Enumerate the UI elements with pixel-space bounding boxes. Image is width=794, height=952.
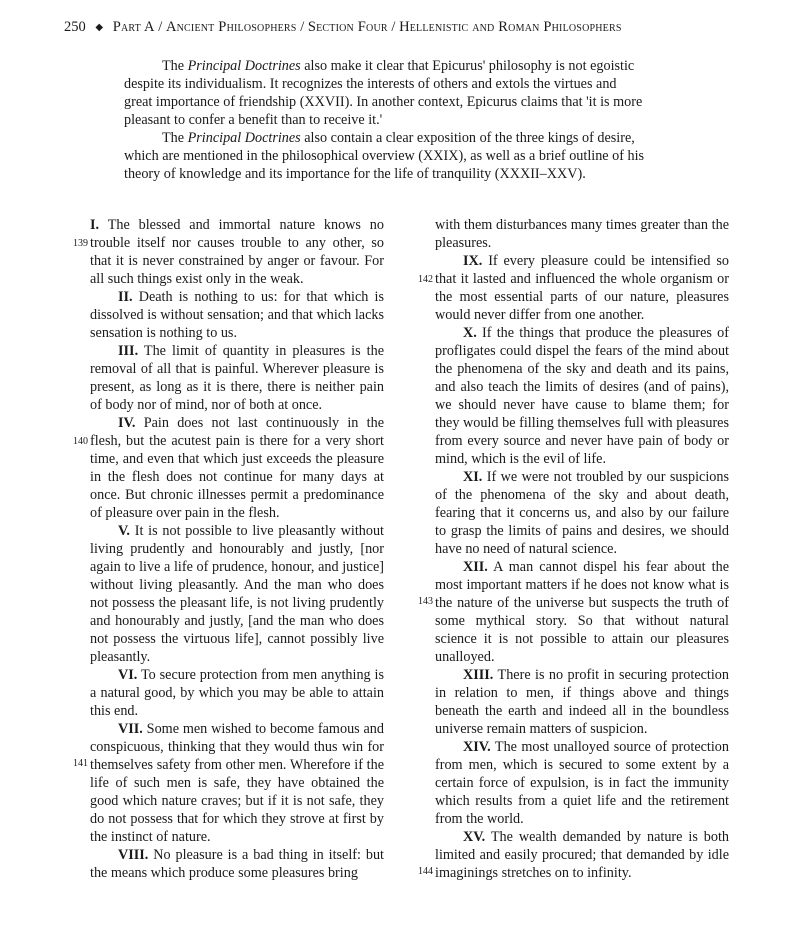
doctrine-paragraph [90, 414, 384, 522]
header-separator: / [300, 19, 305, 35]
margin-number: 140 [73, 436, 88, 447]
doctrine-paragraph [435, 468, 729, 558]
doctrine-paragraph [90, 288, 384, 342]
doctrine-paragraph [435, 828, 729, 882]
doctrine-text: If every pleasure could be intensified so that it lasted and influenced the whole organism or the most essential parts of our nature, pleasures would never differ from one another. [435, 253, 729, 323]
doctrine-paragraph [90, 522, 384, 666]
doctrine-number: XV. [463, 829, 486, 845]
doctrine-paragraph [90, 342, 384, 414]
intro-text: The [162, 58, 188, 74]
doctrine-paragraph [435, 738, 729, 828]
doctrine-number: VI. [118, 667, 138, 683]
page-number: 250 [64, 19, 86, 35]
doctrine-paragraph [435, 252, 729, 324]
header-separator: / [158, 19, 163, 35]
doctrine-paragraph [90, 720, 384, 846]
margin-number: 139 [73, 238, 88, 249]
doctrine-text: The limit of quantity in pleasures is the removal of all that is painful. Wherever pleasure is present, as long as it is there, there is neither pain of body nor of mind, nor of both at once. [90, 343, 384, 413]
doctrine-paragraph [435, 558, 729, 666]
doctrine-paragraph [90, 216, 384, 288]
diamond-icon: ◆ [95, 22, 104, 33]
doctrine-number: VII. [118, 721, 143, 737]
doctrine-paragraph [435, 216, 729, 252]
header-section-c: Hellenistic and Roman Philosophers [399, 19, 622, 35]
doctrine-text: A man cannot dispel his fear about the most important matters if he does not know what is the nature of the universe but suspects the truth of some mythical story. So that without natural science it is not possible to attain our pleasures unalloyed. [435, 559, 729, 665]
margin-number: 144 [418, 866, 433, 877]
intro-text: The [162, 130, 188, 146]
doctrine-paragraph [435, 666, 729, 738]
margin-number: 141 [73, 758, 88, 769]
doctrine-number: XIV. [463, 739, 491, 755]
doctrine-number: III. [118, 343, 139, 359]
doctrine-text: There is no profit in securing protection in relation to men, if things above and things beneath the earth and indeed all in the boundless universe remain matters of suspicion. [435, 667, 729, 737]
doctrine-text: No pleasure is a bad thing in itself: but the means which produce some pleasures bring [90, 847, 384, 881]
doctrine-text: If we were not troubled by our suspicions of the phenomena of the sky and about death, fearing that it concerns us, and also by our failure to grasp the limits of pains and desires, we should have no need of natural science. [435, 469, 729, 557]
doctrine-number: II. [118, 289, 133, 305]
intro-block [124, 57, 646, 183]
margin-number: 143 [418, 596, 433, 607]
doctrine-number: IX. [463, 253, 483, 269]
header-part: Part A [112, 19, 155, 35]
doctrine-text: Pain does not last continuously in the flesh, but the acutest pain is there for a very short time, and even that which just exceeds the pleasure in the flesh does not continue for many days at once. But chronic illnesses permit a predominance of pleasure over pain in the flesh. [90, 415, 384, 521]
intro-text: also contain a clear exposition of the three kings of desire, which are mentioned in the philosophical overview (XXIX), as well as a brief outline of his theory of knowledge and its importance for the life of tranquility (XXXII–XXV). [124, 130, 645, 182]
intro-paragraph-2 [124, 129, 646, 183]
running-header [64, 18, 744, 38]
doctrine-number: XII. [463, 559, 488, 575]
header-section-a: Ancient Philosophers [165, 19, 297, 35]
book-title: Principal Doctrines [187, 130, 301, 146]
doctrine-text: Some men wished to become famous and conspicuous, thinking that they would thus win for themselves safety from other men. Wherefore if the life of such men is safe, they have obtained the good which nature craves; but if it is not safe, they do not possess that for which they strove at first by the instinct of nature. [90, 721, 384, 845]
doctrine-number: XI. [463, 469, 483, 485]
doctrine-text: The most unalloyed source of protection from men, which is secured to some extent by a certain force of expulsion, is in fact the immunity which results from a quiet life and the retirement from the world. [435, 739, 729, 827]
doctrine-paragraph [90, 666, 384, 720]
doctrine-number: IV. [118, 415, 136, 431]
book-title: Principal Doctrines [187, 58, 301, 74]
header-separator: / [391, 19, 396, 35]
doctrine-text: The wealth demanded by nature is both limited and easily procured; that demanded by idle imaginings stretches on to infinity. [435, 829, 729, 881]
doctrine-text: with them disturbances many times greater than the pleasures. [435, 217, 729, 251]
doctrine-paragraph [435, 324, 729, 468]
left-column [90, 216, 384, 882]
doctrine-number: VIII. [118, 847, 149, 863]
doctrine-number: XIII. [463, 667, 494, 683]
doctrine-text: It is not possible to live pleasantly without living prudently and honourably and justly, [nor again to live a life of prudence, honour, and justice] without living pleasantly. And the man who does not possess the pleasant life, is not living prudently and honourably and justly, [and the man who does not possess the virtuous life], cannot possibly live pleasantly. [90, 523, 384, 665]
doctrine-paragraph [90, 846, 384, 882]
doctrine-text: The blessed and immortal nature knows no trouble itself nor causes trouble to any other, so that it is never constrained by anger or favour. For all such things exist only in the weak. [90, 217, 384, 287]
right-column [435, 216, 729, 882]
doctrine-text: Death is nothing to us: for that which is dissolved is without sensation; and that which lacks sensation is nothing to us. [90, 289, 384, 341]
intro-paragraph-1 [124, 57, 646, 129]
header-section-b: Section Four [307, 19, 388, 35]
doctrine-number: X. [463, 325, 477, 341]
doctrine-number: I. [90, 217, 100, 233]
doctrine-text: If the things that produce the pleasures of profligates could dispel the fears of the mind about the phenomena of the sky and death and its pains, and also teach the limits of desires (and of pains), we should never have cause to blame them; for they would be filling themselves full with pleasures from every source and never have pain of body or mind, which is the evil of life. [435, 325, 729, 467]
margin-number: 142 [418, 274, 433, 285]
doctrine-text: To secure protection from men anything is a natural good, by which you may be able to attain this end. [90, 667, 384, 719]
intro-text: also make it clear that Epicurus' philosophy is not egoistic despite its individualism. It recognizes the interests of others and extols the virtues and great importance of friendship (XXVII). In another context, Epicurus claims that 'it is more pleasant to confer a benefit than to receive it.' [124, 58, 643, 128]
doctrine-number: V. [118, 523, 130, 539]
